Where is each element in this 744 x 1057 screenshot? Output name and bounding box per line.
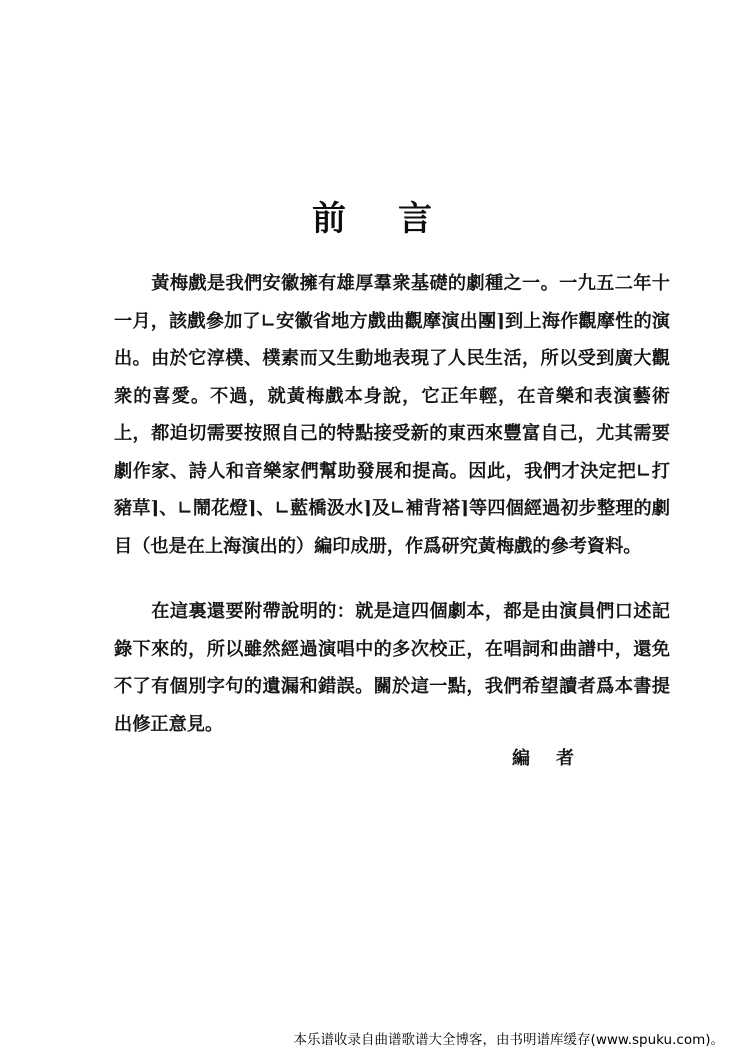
- preface-paragraph-2-block: [114, 593, 670, 743]
- preface-paragraph-1: 黃梅戲是我們安徽擁有雄厚羣衆基礎的劇種之一。一九五二年十一月，該戲參加了∟安徽省地方戲曲觀摩演出團⌉到上海作觀摩性的演出。由於它淳樸、樸素而又生動地表現了人民生活，所以受到廣大觀衆的喜愛。不過，就黃梅戲本身說，它正年輕，在音樂和表演藝術上，都迫切需要按照自己的特點接受新的東西來豐富自己，尤其需要劇作家、詩人和音樂家們幫助發展和提高。因此，我們才決定把∟打豬草⌉、∟鬧花燈⌉、∟藍橋汲水⌉及∟補背褡⌉等四個經過初步整理的劇目（也是在上海演出的）編印成册，作爲研究黃梅戲的參考資料。: [114, 273, 670, 557]
- preface-paragraph-1-block: [114, 265, 670, 565]
- page-title: 前言: [312, 199, 484, 239]
- editor-signature: 編者: [512, 748, 600, 769]
- preface-paragraph-2: 在這裏還要附帶說明的：就是這四個劇本，都是由演員們口述記錄下來的，所以雖然經過演唱中的多次校正，在唱詞和曲譜中，還免不了有個別字句的遺漏和錯誤。關於這一點，我們希望讀者爲本書提出修正意見。: [114, 601, 670, 735]
- footer-watermark-text: 本乐谱收录自曲谱歌谱大全博客，由书明谱库缓存(www.spuku.com)。: [293, 1032, 724, 1048]
